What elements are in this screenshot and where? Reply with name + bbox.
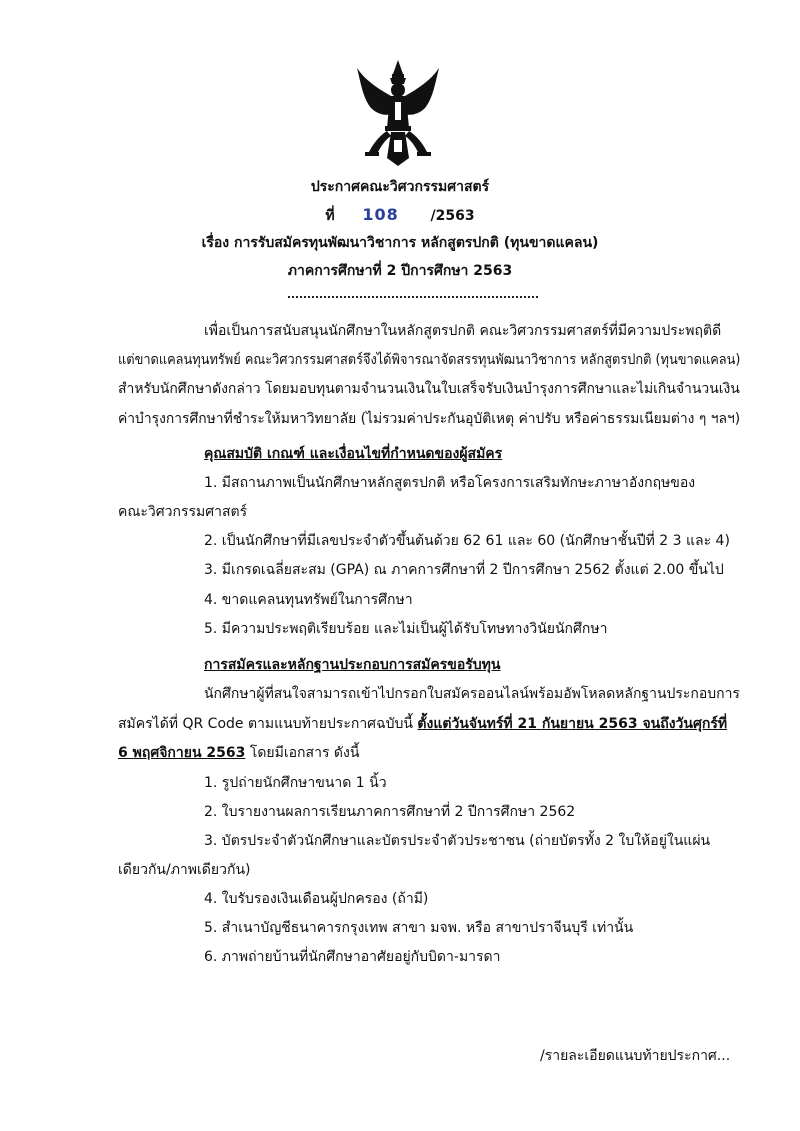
qualification-item-1-cont: คณะวิศวกรรมศาสตร์: [118, 504, 248, 520]
number-label: ที่: [325, 208, 335, 224]
application-line-1: นักศึกษาผู้ที่สนใจสามารถเข้าไปกรอกใบสมัครออนไลน์พร้อมอัพโหลดหลักฐานประกอบการ: [204, 686, 740, 702]
qualification-item-2: 2. เป็นนักศึกษาที่มีเลขประจำตัวขึ้นต้นด้วย 62 61 และ 60 (นักศึกษาชั้นปีที่ 2 3 และ 4): [204, 533, 730, 549]
number-value: 108: [362, 205, 399, 224]
qualification-item-4: 4. ขาดแคลนทุนทรัพย์ในการศึกษา: [204, 592, 413, 608]
application-period-start: ตั้งแต่วันจันทร์ที่ 21 กันยายน 2563 จนถึงวันศุกร์ที่: [417, 716, 728, 732]
intro-line-1: เพื่อเป็นการสนับสนุนนักศึกษาในหลักสูตรปกติ คณะวิศวกรรมศาสตร์ที่มีความประพฤติดี: [204, 323, 722, 339]
qualification-item-5: 5. มีความประพฤติเรียบร้อย และไม่เป็นผู้ได้รับโทษทางวินัยนักศึกษา: [204, 621, 608, 637]
document-item-3: 3. บัตรประจำตัวนักศึกษาและบัตรประจำตัวประชาชน (ถ่ายบัตรทั้ง 2 ใบให้อยู่ในแผ่น: [204, 833, 711, 849]
announcement-subject: เรื่อง การรับสมัครทุนพัฒนาวิชาการ หลักสูตรปกติ (ทุนขาดแคลน): [201, 235, 599, 251]
qualifications-heading: คุณสมบัติ เกณฑ์ และเงื่อนไขที่กำหนดของผู้สมัคร: [204, 446, 503, 462]
intro-line-4: ค่าบำรุงการศึกษาที่ชำระให้มหาวิทยาลัย (ไม่รวมค่าประกันอุบัติเหตุ ค่าปรับ หรือค่าธรรมเนียมต่าง ๆ ฯลฯ): [118, 411, 741, 427]
application-heading: การสมัครและหลักฐานประกอบการสมัครขอรับทุน: [204, 657, 501, 673]
document-item-2: 2. ใบรายงานผลการเรียนภาคการศึกษาที่ 2 ปีการศึกษา 2562: [204, 804, 576, 820]
application-line-2-text: สมัครได้ที่ QR Code ตามแนบท้ายประกาศฉบับนี้: [118, 716, 418, 732]
number-year: /2563: [430, 208, 475, 224]
application-period-end: 6 พฤศจิกายน 2563: [118, 745, 246, 761]
continued-note: /รายละเอียดแนบท้ายประกาศ...: [540, 1048, 731, 1064]
qualification-item-1: 1. มีสถานภาพเป็นนักศึกษาหลักสูตรปกติ หรือโครงการเสริมทักษะภาษาอังกฤษของ: [204, 475, 696, 491]
dotted-divider: [288, 296, 538, 298]
intro-line-2: แต่ขาดแคลนทุนทรัพย์ คณะวิศวกรรมศาสตร์จึงได้พิจารณาจัดสรรทุนพัฒนาวิชาการ หลักสูตรปกติ (ทุนขาดแคลน): [118, 352, 741, 368]
document-item-1: 1. รูปถ่ายนักศึกษาขนาด 1 นิ้ว: [204, 775, 387, 791]
document-item-4: 4. ใบรับรองเงินเดือนผู้ปกครอง (ถ้ามี): [204, 891, 429, 907]
application-line-3: [118, 743, 359, 763]
intro-line-3: สำหรับนักศึกษาดังกล่าว โดยมอบทุนตามจำนวนเงินในใบเสร็จรับเงินบำรุงการศึกษาและไม่เกินจำนวนเงิน: [118, 381, 740, 397]
announcement-number: [0, 205, 800, 226]
document-item-5: 5. สำเนาบัญชีธนาคารกรุงเทพ สาขา มจพ. หรือ สาขาปราจีนบุรี เท่านั้น: [204, 920, 634, 936]
announcement-title: ประกาศคณะวิศวกรรมศาสตร์: [310, 179, 490, 195]
garuda-emblem-icon: [355, 58, 441, 168]
document-item-3-cont: เดียวกัน/ภาพเดียวกัน): [118, 862, 251, 878]
document-item-6: 6. ภาพถ่ายบ้านที่นักศึกษาอาศัยอยู่กับบิดา-มารดา: [204, 949, 501, 965]
application-line-2: [118, 714, 727, 734]
application-line-3-text: โดยมีเอกสาร ดังนี้: [245, 745, 360, 761]
announcement-term: ภาคการศึกษาที่ 2 ปีการศึกษา 2563: [287, 263, 513, 279]
qualification-item-3: 3. มีเกรดเฉลี่ยสะสม (GPA) ณ ภาคการศึกษาที่ 2 ปีการศึกษา 2562 ตั้งแต่ 2.00 ขึ้นไป: [204, 562, 724, 578]
